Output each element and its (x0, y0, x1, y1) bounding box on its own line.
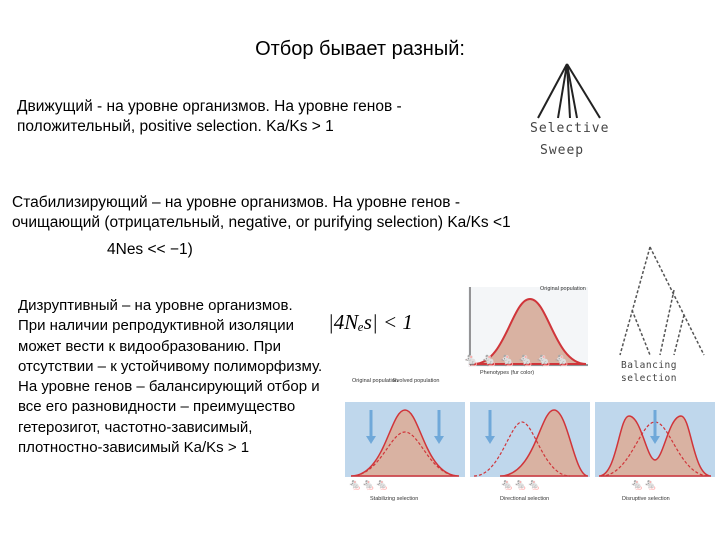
page-title: Отбор бывает разный: (255, 38, 465, 60)
original-population-label: Original population (540, 286, 586, 292)
legend-original-label: Original population (352, 378, 398, 384)
selective-label: Selective (530, 121, 610, 136)
stabilizing-line-1: Стабилизирующий – на уровне организмов. На уровне генов - (12, 194, 460, 211)
stabilizing-selection-panel (345, 402, 465, 477)
disruptive-paragraph: Дизруптивный – на уровне организмов. При наличии репродуктивной изоляции может вести к видообразованию. При отсутствии – к устойчивому полиморфизму. На уровне генов – балансирующий отбор и все его разновидности – преимущество гетерозигот, частотно-зависимый, плотностно-зависимый Ka/Ks > 1 (18, 297, 323, 457)
mouse-icons-directional: 🐁🐁🐁 (500, 479, 542, 491)
mouse-icons-disruptive: 🐁🐁 (630, 479, 658, 491)
mouse-icons-row: 🐁🐁🐁🐁🐁🐁 (463, 352, 573, 367)
nes-formula-text: 4Nes << −1) (107, 241, 193, 258)
phenotypes-label: Phenotypes (fur color) (480, 370, 535, 376)
sweep-label: Sweep (540, 143, 585, 158)
selective-sweep-tree (530, 62, 630, 122)
disruptive-selection-panel (595, 402, 715, 477)
directional-line-2: положительный, positive selection. Ka/Ks > 1 (17, 118, 334, 135)
balancing-selection-tree (612, 245, 712, 360)
directional-caption: Directional selection (500, 496, 550, 502)
directional-paragraph (17, 97, 497, 137)
stabilizing-line-2: очищающий (отрицательный, negative, or purifying selection) Ka/Ks <1 (12, 214, 511, 231)
mouse-icons-stabilizing: 🐁🐁🐁 (348, 479, 390, 491)
directional-selection-panel (470, 402, 590, 477)
stabilizing-paragraph (12, 193, 652, 233)
selection-label: selection (621, 373, 677, 384)
disruptive-caption: Disruptive selection (622, 496, 670, 502)
balancing-label: Balancing (621, 360, 677, 371)
legend-evolved-label: Evolved population (393, 378, 440, 384)
directional-line-1: Движущий - на уровне организмов. На уровне генов - (17, 98, 402, 115)
neutrality-formula: |4Nₑs| < 1 (328, 310, 413, 334)
stabilizing-caption: Stabilizing selection (370, 496, 419, 502)
